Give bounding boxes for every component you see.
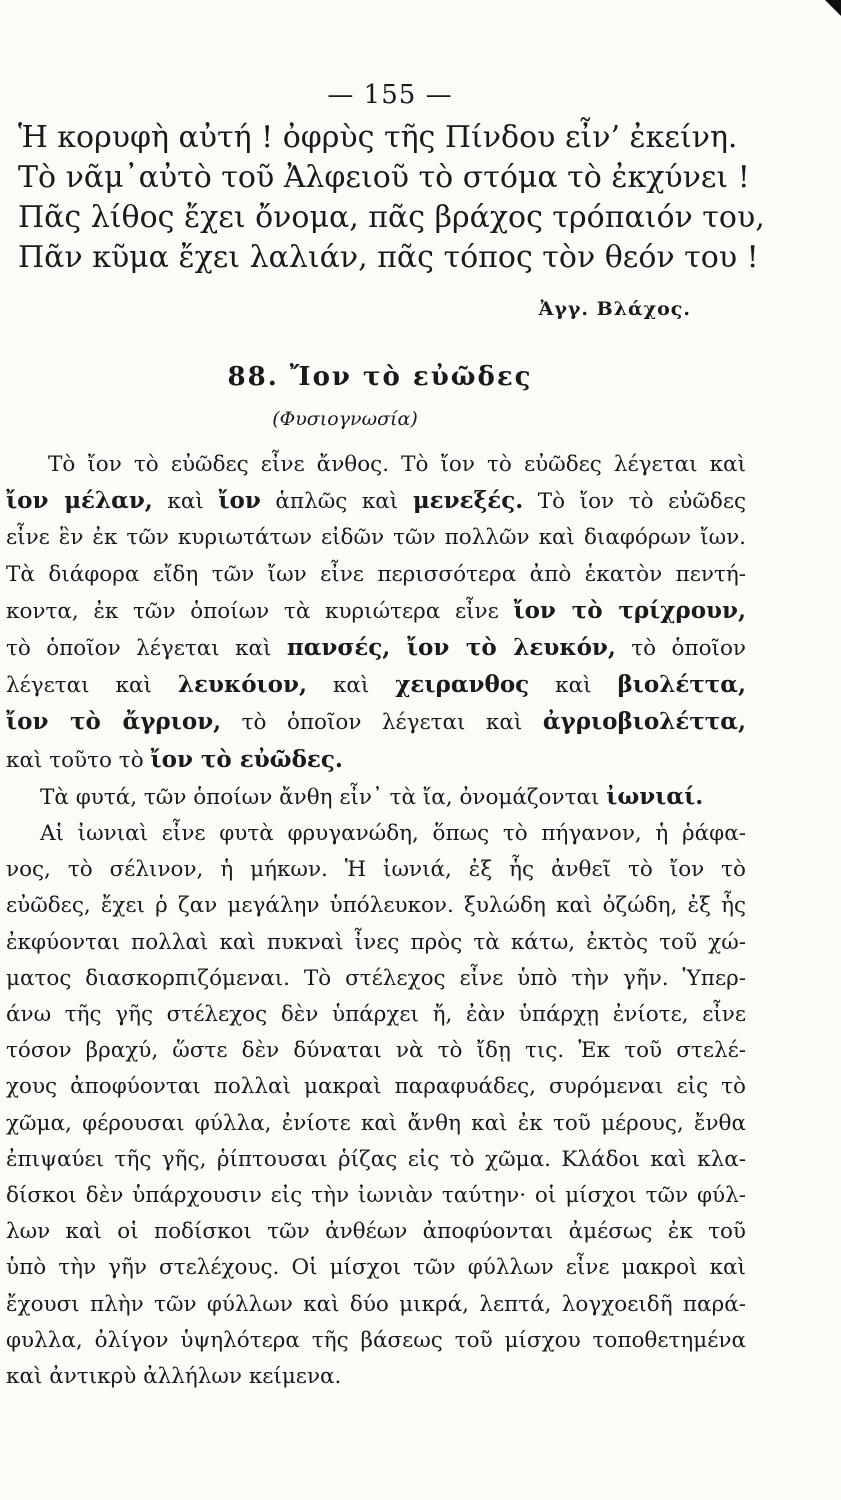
section-heading: 88. Ἴον τὸ εὐῶδες [227, 362, 533, 392]
text-run: καὶ [529, 673, 618, 699]
text-run: φυλλα, ὀλίγον ὑψηλότερα τῆς βάσεως τοῦ μίσχου τοποθετημένα [6, 1327, 746, 1353]
body-line [6, 925, 746, 961]
body-line [6, 667, 746, 704]
body-line [6, 961, 746, 997]
body-line [6, 1359, 746, 1395]
text-run: καὶ [152, 489, 219, 515]
body-line [6, 1214, 746, 1250]
bold-term: μενεξές. [412, 487, 524, 515]
text-run: ματος διασκορπιζόμεναι. Τὸ στέλεχος εἶνε ὑπὸ τὴν γῆν. Ὑπερ- [6, 965, 746, 991]
bold-term: ἴον μέλαν, [6, 487, 153, 515]
body-line [6, 816, 746, 852]
text-run: Αἱ ἰωνιαὶ εἶνε φυτὰ φρυγανώδη, ὅπως τὸ πήγανον, ἡ ῥάφα- [40, 821, 746, 847]
text-run: Τὰ φυτά, τῶν ὁποίων ἄνθη εἶν᾽ τὰ ἴα, ὀνομάζονται [40, 784, 607, 810]
body-text [6, 447, 746, 1395]
body-line [6, 1069, 746, 1105]
text-run: εὐῶδες, ἔχει ῥ ζαν μεγάλην ὑπόλευκον. ξυλώδη καὶ ὀζώδη, ἐξ ἧς [6, 893, 746, 919]
poem-author: Ἀγγ. Βλάχος. [538, 298, 691, 320]
body-line [6, 888, 746, 924]
bold-term: ἀγριοβιολέττα, [542, 708, 746, 736]
text-run: καὶ [306, 673, 396, 699]
text-run: ἐκφύονται πολλαὶ καὶ πυκναὶ ἶνες πρὸς τὰ κάτω, ἐκτὸς τοῦ χώ- [6, 929, 746, 955]
text-run: κοντα, ἐκ τῶν ὁποίων τὰ κυριώτερα εἶνε [6, 598, 514, 624]
bold-term: ἴον τὸ ἄγριον, [6, 708, 222, 736]
body-line [6, 1250, 746, 1286]
text-run: νος, τὸ σέλινον, ἡ μήκων. Ἡ ἰωνιά, ἐξ ἧς ἀνθεῖ τὸ ἴον τὸ [6, 857, 746, 883]
bold-term: πανσές, ἴον τὸ λευκόν, [286, 634, 616, 662]
bold-term: λευκόιον, [177, 671, 307, 699]
text-run: Τὸ ἴον τὸ εὐῶδες [523, 489, 747, 515]
body-line [6, 630, 746, 667]
text-run: Τὰ διάφορα εἴδη τῶν ἴων εἶνε περισσότερα ἀπὸ ἑκατὸν πεντή- [6, 561, 746, 587]
body-line [6, 742, 746, 779]
body-line [6, 852, 746, 888]
body-line [6, 704, 746, 741]
text-run: άνω τῆς γῆς στέλεχος δὲν ὑπάρχει ἤ, ἐὰν ὑπάρχῃ ἐνίοτε, εἶνε [6, 1002, 746, 1028]
bold-term: ἴον τὸ τρίχρουν, [513, 596, 746, 624]
body-line [6, 1142, 746, 1178]
text-run: καὶ τοῦτο τὸ [6, 747, 151, 773]
bold-term: ἴον [218, 487, 261, 515]
text-run: Τὸ ἴον τὸ εὐῶδες εἶνε ἄνθος. Τὸ ἴον τὸ εὐῶδες λέγεται καὶ [48, 452, 746, 477]
body-line [6, 1287, 746, 1323]
body-line [6, 483, 746, 520]
poem-stanza [18, 118, 765, 278]
text-run: ἁπλῶς καὶ [260, 489, 413, 515]
text-run: ἐπιψαύει τῆς γῆς, ῥίπτουσαι ῥίζας εἰς τὸ χῶμα. Κλάδοι καὶ κλα- [6, 1146, 746, 1172]
bold-term: ἴον τὸ εὐῶδες. [150, 745, 343, 773]
body-line [6, 593, 746, 630]
text-run: λέγεται καὶ [6, 673, 178, 699]
poem-line: Πᾶν κῦμα ἔχει λαλιάν, πᾶς τόπος τὸν θεόν του ! [18, 240, 759, 275]
body-line [6, 779, 746, 816]
bold-term: βιολέττα, [617, 671, 746, 699]
text-run: ἔχουσι πλὴν τῶν φύλλων καὶ δύο μικρά, λεπτά, λογχοειδῆ παρά- [6, 1291, 746, 1317]
page-number: — 155 — [327, 80, 453, 110]
text-run: τὸ ὁποῖον [615, 636, 746, 662]
body-line [6, 1323, 746, 1359]
text-run: καὶ ἀντικρὺ ἀλλήλων κείμενα. [6, 1364, 342, 1390]
text-run: τὸ ὁποῖον λέγεται καὶ [6, 636, 287, 662]
text-run: δίσκοι δὲν ὑπάρχουσιν εἰς τὴν ἰωνιὰν ταύτην· οἱ μίσχοι τῶν φύλ- [6, 1183, 746, 1209]
page-corner-mark [825, 0, 841, 16]
poem-line: Τὸ νᾶμ᾽αὐτὸ τοῦ Ἀλφειοῦ τὸ στόμα τὸ ἐκχύνει ! [18, 160, 750, 195]
body-line [6, 1106, 746, 1142]
text-run: λων καὶ οἱ ποδίσκοι τῶν ἀνθέων ἀποφύονται ἀμέσως ἐκ τοῦ [6, 1219, 746, 1245]
bold-term: ἰωνιαί. [606, 782, 704, 810]
text-run: ὑπὸ τὴν γῆν στελέχους. Οἱ μίσχοι τῶν φύλλων εἶνε μακροὶ καὶ [6, 1255, 746, 1281]
body-line [6, 1033, 746, 1069]
body-line [6, 1178, 746, 1214]
bold-term: χειρανθος [395, 671, 530, 699]
body-line [6, 520, 746, 556]
text-run: εἶνε ἓν ἐκ τῶν κυριωτάτων εἰδῶν τῶν πολλῶν καὶ διαφόρων ἴων. [6, 525, 746, 551]
text-run: τὸ ὁποῖον λέγεται καὶ [221, 710, 543, 736]
text-run: τόσον βραχύ, ὥστε δὲν δύναται νὰ τὸ ἴδῃ τις. Ἐκ τοῦ στελέ- [6, 1038, 746, 1064]
body-line [6, 557, 746, 593]
poem-line: Ἡ κορυφὴ αὐτή ! ὀφρὺς τῆς Πίνδου εἶν’ ἐκείνη. [18, 120, 738, 155]
poem-line: Πᾶς λίθος ἔχει ὄνομα, πᾶς βράχος τρόπαιόν του, [18, 200, 765, 235]
body-line [6, 997, 746, 1033]
text-run: χους ἀποφύονται πολλαὶ μακραὶ παραφυάδες, συρόμεναι εἰς τὸ [6, 1074, 746, 1100]
body-line [6, 447, 746, 483]
section-subheading: (Φυσιογνωσία) [272, 408, 418, 430]
text-run: χῶμα, φέρουσαι φύλλα, ἐνίοτε καὶ ἄνθη καὶ ἐκ τοῦ μέρους, ἔνθα [6, 1110, 746, 1136]
